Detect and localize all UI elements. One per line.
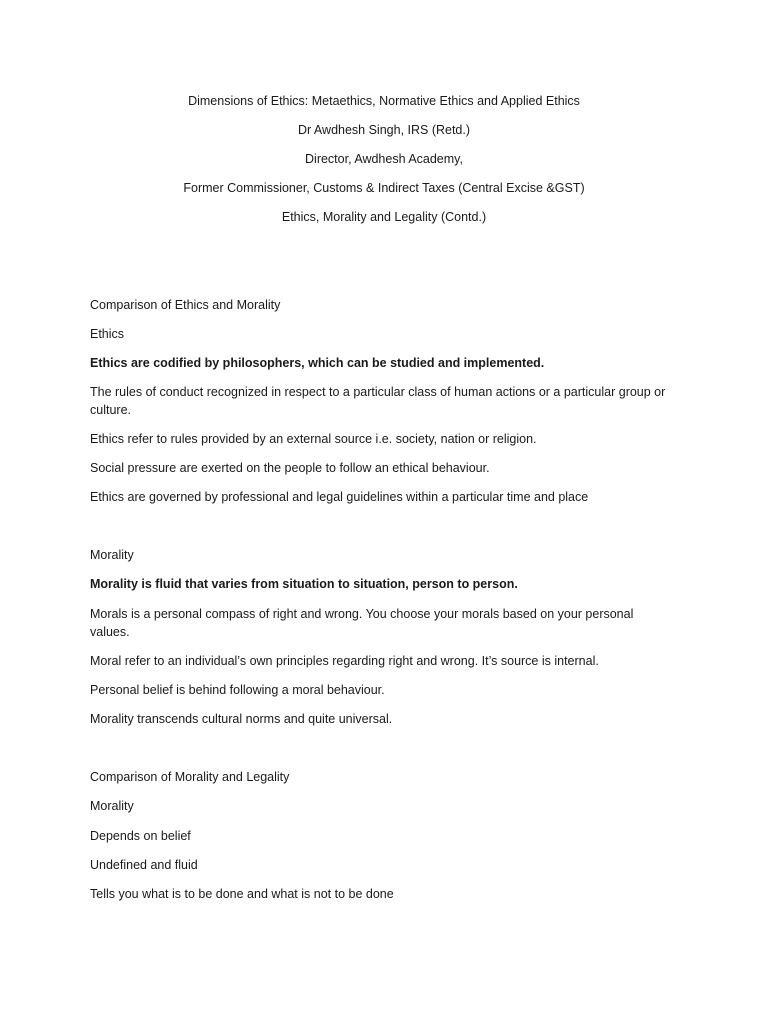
legality-section-morality-label: Morality — [90, 799, 134, 813]
morality-paragraph-2: Moral refer to an individual’s own principles regarding right and wrong. It’s source is internal. — [90, 654, 599, 668]
role-line: Director, Awdhesh Academy, — [305, 152, 463, 166]
ethics-paragraph-4: Ethics are governed by professional and legal guidelines within a particular time and place — [90, 490, 589, 504]
ethics-lead-statement: Ethics are codified by philosophers, which can be studied and implemented. — [90, 356, 545, 370]
legality-paragraph-2: Undefined and fluid — [90, 858, 198, 872]
former-role-line: Former Commissioner, Customs & Indirect Taxes (Central Excise &GST) — [183, 181, 585, 195]
ethics-paragraph-2: Ethics refer to rules provided by an external source i.e. society, nation or religion. — [90, 432, 537, 446]
morality-label: Morality — [90, 548, 134, 562]
morality-lead-statement: Morality is fluid that varies from situation to situation, person to person. — [90, 577, 518, 591]
ethics-label: Ethics — [90, 327, 125, 341]
morality-paragraph-3: Personal belief is behind following a moral behaviour. — [90, 683, 385, 697]
morality-paragraph-4: Morality transcends cultural norms and quite universal. — [90, 712, 393, 726]
legality-paragraph-1: Depends on belief — [90, 829, 191, 843]
section-heading-morality-legality: Comparison of Morality and Legality — [90, 770, 290, 784]
ethics-paragraph-1: The rules of conduct recognized in respect to a particular class of human actions or a particular group or culture. — [90, 385, 666, 417]
section-heading-ethics-morality: Comparison of Ethics and Morality — [90, 298, 281, 312]
document-title: Dimensions of Ethics: Metaethics, Normative Ethics and Applied Ethics — [188, 94, 580, 108]
author-line: Dr Awdhesh Singh, IRS (Retd.) — [297, 123, 471, 137]
document-subtitle: Ethics, Morality and Legality (Contd.) — [281, 210, 487, 224]
ethics-paragraph-3: Social pressure are exerted on the people to follow an ethical behaviour. — [90, 461, 490, 475]
legality-paragraph-3: Tells you what is to be done and what is not to be done — [90, 887, 394, 901]
morality-paragraph-1: Morals is a personal compass of right and wrong. You choose your morals based on your personal values. — [90, 607, 634, 639]
